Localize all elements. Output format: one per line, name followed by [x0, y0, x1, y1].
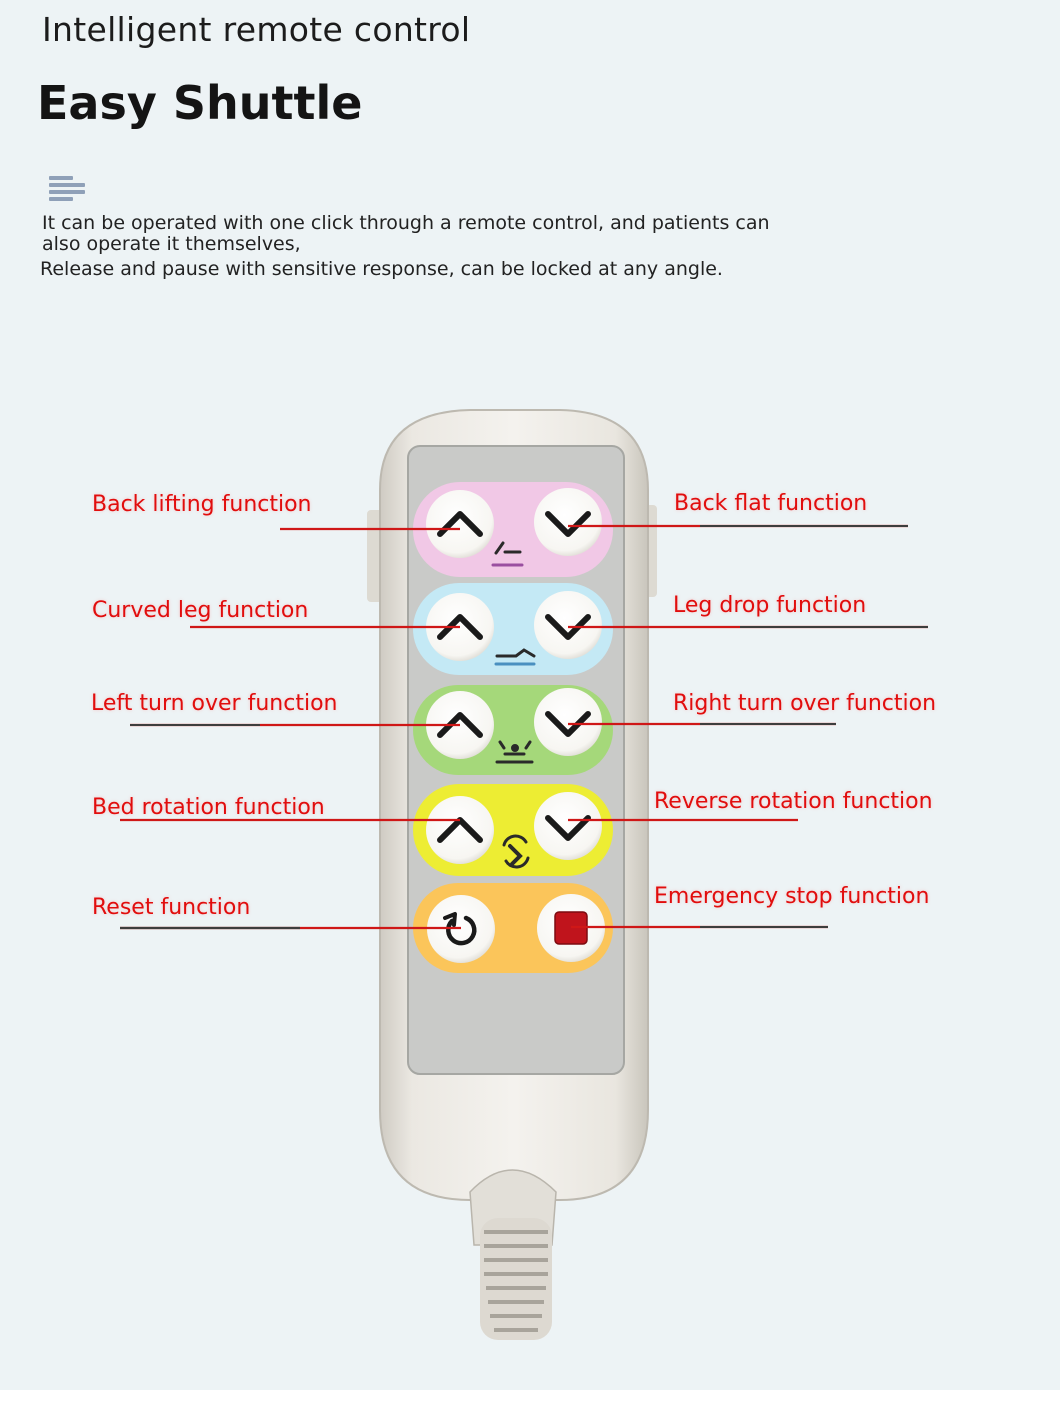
label-emergency-stop: Emergency stop function — [654, 884, 930, 909]
leg-down-button — [534, 591, 602, 659]
label-back-lifting: Back lifting function — [92, 492, 312, 517]
back-up-button — [426, 490, 494, 558]
description-line-2: Release and pause with sensitive response, can be locked at any angle. — [40, 258, 723, 280]
rotation-button — [426, 796, 494, 864]
label-right-turn: Right turn over function — [673, 691, 937, 716]
reverse-rotation-button — [534, 792, 602, 860]
description-line-1: It can be operated with one click through a remote control, and patients can also operate it themselves, — [42, 212, 770, 255]
cable-ribs — [480, 1218, 552, 1340]
back-down-button — [534, 488, 602, 556]
label-bed-rotation: Bed rotation function — [92, 795, 325, 820]
label-back-flat: Back flat function — [674, 491, 868, 516]
label-left-turn: Left turn over function — [91, 691, 338, 716]
label-curved-leg: Curved leg function — [92, 598, 309, 623]
page-title: Easy Shuttle — [37, 76, 363, 130]
pre-title: Intelligent remote control — [42, 10, 471, 49]
turn-right-button — [534, 688, 602, 756]
label-leg-drop: Leg drop function — [673, 593, 867, 618]
label-reverse-rotation: Reverse rotation function — [654, 789, 933, 814]
label-reset: Reset function — [92, 895, 251, 920]
